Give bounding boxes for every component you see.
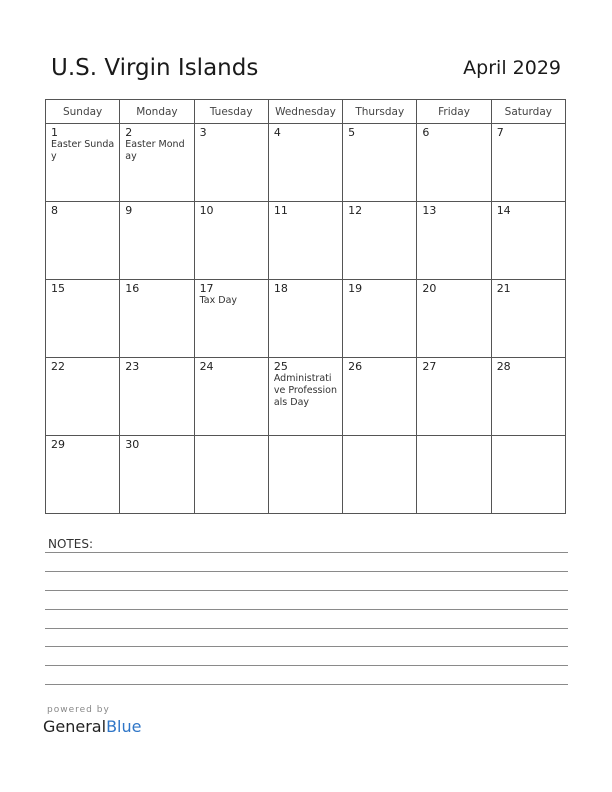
day-cell bbox=[417, 280, 491, 358]
holiday-label: Easter Sunday bbox=[51, 139, 115, 162]
day-cell bbox=[46, 202, 120, 280]
day-number: 26 bbox=[348, 360, 363, 373]
notes-line bbox=[45, 609, 568, 610]
notes-line bbox=[45, 628, 568, 629]
weekday-monday: Monday bbox=[120, 100, 194, 124]
day-number: 6 bbox=[422, 126, 430, 139]
day-number: 14 bbox=[496, 204, 511, 217]
day-cell bbox=[46, 124, 120, 202]
holiday-label: Easter Monday bbox=[125, 139, 185, 162]
day-cell bbox=[120, 280, 194, 358]
day-number: 18 bbox=[273, 282, 288, 295]
day-number: 30 bbox=[125, 438, 140, 451]
day-number: 3 bbox=[199, 126, 207, 139]
day-cell bbox=[343, 358, 417, 436]
day-cell bbox=[343, 436, 417, 514]
week-row bbox=[46, 436, 566, 514]
notes-line bbox=[45, 590, 568, 591]
day-number: 12 bbox=[348, 204, 363, 217]
day-cell bbox=[491, 358, 565, 436]
day-number: 11 bbox=[273, 204, 288, 217]
day-cell bbox=[120, 358, 194, 436]
day-cell bbox=[46, 358, 120, 436]
calendar-grid bbox=[45, 99, 566, 514]
day-number: 20 bbox=[422, 282, 437, 295]
holiday-label: Tax Day bbox=[199, 295, 238, 306]
day-number: 16 bbox=[125, 282, 140, 295]
day-cell bbox=[46, 436, 120, 514]
week-row bbox=[46, 280, 566, 358]
day-cell bbox=[343, 280, 417, 358]
week-row bbox=[46, 202, 566, 280]
day-cell bbox=[417, 124, 491, 202]
day-number: 19 bbox=[348, 282, 363, 295]
notes-line bbox=[45, 684, 568, 685]
day-number: 10 bbox=[199, 204, 214, 217]
week-row bbox=[46, 124, 566, 202]
day-cell bbox=[194, 124, 268, 202]
day-cell bbox=[268, 124, 342, 202]
calendar-month: April 2029 bbox=[463, 57, 561, 79]
day-cell bbox=[194, 436, 268, 514]
weekday-friday: Friday bbox=[417, 100, 491, 124]
day-number: 23 bbox=[125, 360, 140, 373]
day-cell bbox=[120, 436, 194, 514]
day-cell bbox=[194, 358, 268, 436]
day-number: 27 bbox=[422, 360, 437, 373]
day-cell bbox=[120, 124, 194, 202]
day-cell bbox=[491, 124, 565, 202]
day-cell bbox=[491, 202, 565, 280]
generalblue-logo bbox=[43, 717, 141, 736]
day-cell bbox=[194, 280, 268, 358]
week-row bbox=[46, 358, 566, 436]
day-cell bbox=[343, 202, 417, 280]
day-number: 4 bbox=[273, 126, 281, 139]
day-cell bbox=[417, 358, 491, 436]
day-cell bbox=[417, 436, 491, 514]
day-cell bbox=[417, 202, 491, 280]
powered-by-label: powered by bbox=[47, 705, 110, 715]
day-number: 17 bbox=[199, 282, 214, 295]
day-number: 5 bbox=[348, 126, 356, 139]
notes-line bbox=[45, 665, 568, 666]
day-cell bbox=[343, 124, 417, 202]
weekday-saturday: Saturday bbox=[491, 100, 565, 124]
day-number: 15 bbox=[51, 282, 65, 295]
weekday-header-row bbox=[46, 100, 566, 124]
day-number: 29 bbox=[51, 438, 65, 451]
weekday-tuesday: Tuesday bbox=[194, 100, 268, 124]
weekday-sunday: Sunday bbox=[46, 100, 120, 124]
notes-line bbox=[45, 552, 568, 553]
day-number: 7 bbox=[496, 126, 504, 139]
day-cell bbox=[194, 202, 268, 280]
day-cell bbox=[268, 436, 342, 514]
notes-line bbox=[45, 571, 568, 572]
day-cell bbox=[268, 202, 342, 280]
day-number: 22 bbox=[51, 360, 65, 373]
holiday-label: Administrative Professionals Day bbox=[273, 373, 337, 408]
day-number: 13 bbox=[422, 204, 437, 217]
weekday-thursday: Thursday bbox=[343, 100, 417, 124]
day-number: 21 bbox=[496, 282, 511, 295]
day-cell bbox=[491, 436, 565, 514]
day-number: 1 bbox=[51, 126, 58, 139]
logo-general-text: General bbox=[43, 717, 107, 736]
notes-line bbox=[45, 646, 568, 647]
day-number: 2 bbox=[125, 126, 133, 139]
day-number: 24 bbox=[199, 360, 214, 373]
day-cell bbox=[268, 358, 342, 436]
day-cell bbox=[46, 280, 120, 358]
logo-blue-text: Blue bbox=[106, 717, 142, 736]
day-number: 9 bbox=[125, 204, 133, 217]
calendar-title: U.S. Virgin Islands bbox=[51, 55, 259, 81]
day-number: 8 bbox=[51, 204, 58, 217]
day-number: 25 bbox=[273, 360, 288, 373]
day-cell bbox=[491, 280, 565, 358]
day-cell bbox=[268, 280, 342, 358]
day-cell bbox=[120, 202, 194, 280]
notes-label: NOTES: bbox=[48, 537, 93, 551]
day-number: 28 bbox=[496, 360, 511, 373]
weekday-wednesday: Wednesday bbox=[268, 100, 342, 124]
